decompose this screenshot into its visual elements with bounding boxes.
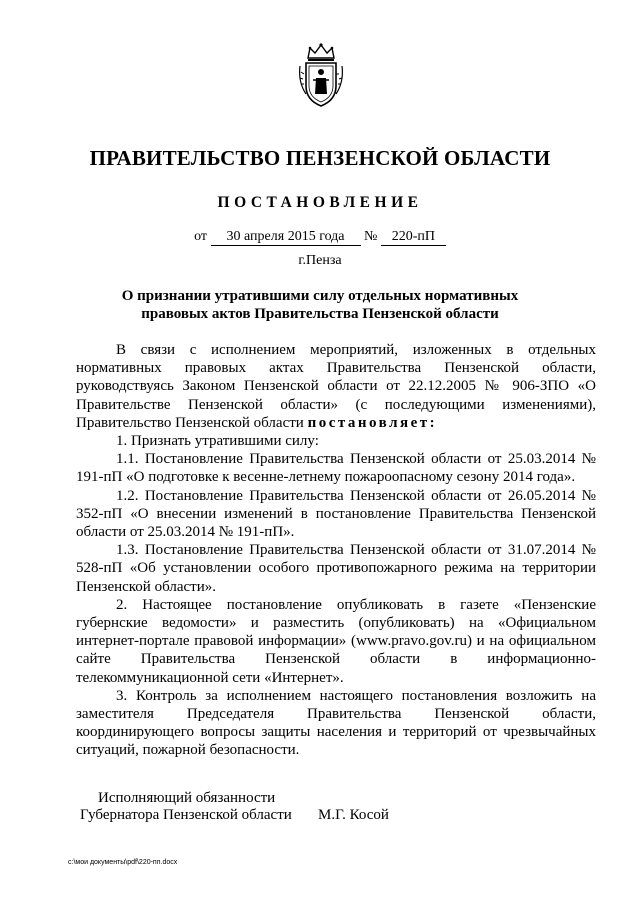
paragraph: 1. Признать утратившими силу: (116, 433, 319, 450)
paragraph: 1.1. Постановление Правительства Пензенской области от 25.03.2014 № 191-пП «О подготовке к весенне-летнему пожароопасному сезону 2014 года». (76, 451, 596, 486)
number-prefix: № (364, 229, 378, 244)
coat-of-arms-icon (296, 42, 346, 108)
intro-paragraph (76, 341, 596, 432)
resolves-word: постановляет: (307, 414, 438, 431)
date-prefix: от (194, 229, 208, 244)
document-date: 30 апреля 2015 года (211, 229, 361, 246)
document-body (76, 341, 596, 760)
paragraph: 2. Настоящее постановление опубликовать в газете «Пензенские губернские ведомости» и разместить (опубликовать) на «Официальном интернет-портале правовой информации» (www.pravo.gov.ru) и на официальном сайте Правительства Пензенской области в информационно-телекоммуникационной сети «Интернет». (76, 596, 596, 686)
paragraph: 3. Контроль за исполнением настоящего постановления возложить на заместителя Председателя Правительства Пензенской области, координирующего вопросы защиты населения и территорий от чрезвычайных ситуаций, пожарной безопасности. (76, 687, 596, 759)
government-title: ПРАВИТЕЛЬСТВО ПЕНЗЕНСКОЙ ОБЛАСТИ (89, 146, 551, 170)
paragraph: 1.2. Постановление Правительства Пензенской области от 26.05.2014 № 352-пП «О внесении изменений в постановление Правительства Пензенской области от 25.03.2014 № 191-пП». (76, 487, 596, 541)
paragraph: 1.3. Постановление Правительства Пензенской области от 31.07.2014 № 528-пП «Об установлении особого противопожарного режима на территории Пензенской области». (76, 542, 596, 595)
subject-line: правовых актов Правительства Пензенской области (141, 306, 499, 322)
signatory-title-line1: Исполняющий обязанности (98, 790, 276, 806)
date-number-line (0, 229, 640, 246)
city: г.Пенза (298, 253, 342, 268)
intro-text: В связи с исполнением мероприятий, изложенных в отдельных нормативных правовых актах Правительства Пензенской области, руководствуясь Законом Пензенской области от 22.12.2005 № 906-ЗПО «О Правительстве Пензенской области» (с последующими изменениями), Правительство Пензенской области (76, 342, 596, 431)
file-path: c:\мои документы\pdf\220-пп.docx (68, 859, 178, 866)
document-type: ПОСТАНОВЛЕНИЕ (217, 194, 423, 211)
signatory-title-line2: Губернатора Пензенской области (80, 807, 292, 823)
document-subject (110, 287, 530, 323)
signatory-name: М.Г. Косой (318, 807, 389, 823)
subject-line: О признании утратившими силу отдельных нормативных (121, 288, 519, 304)
document-number: 220-пП (381, 229, 446, 246)
